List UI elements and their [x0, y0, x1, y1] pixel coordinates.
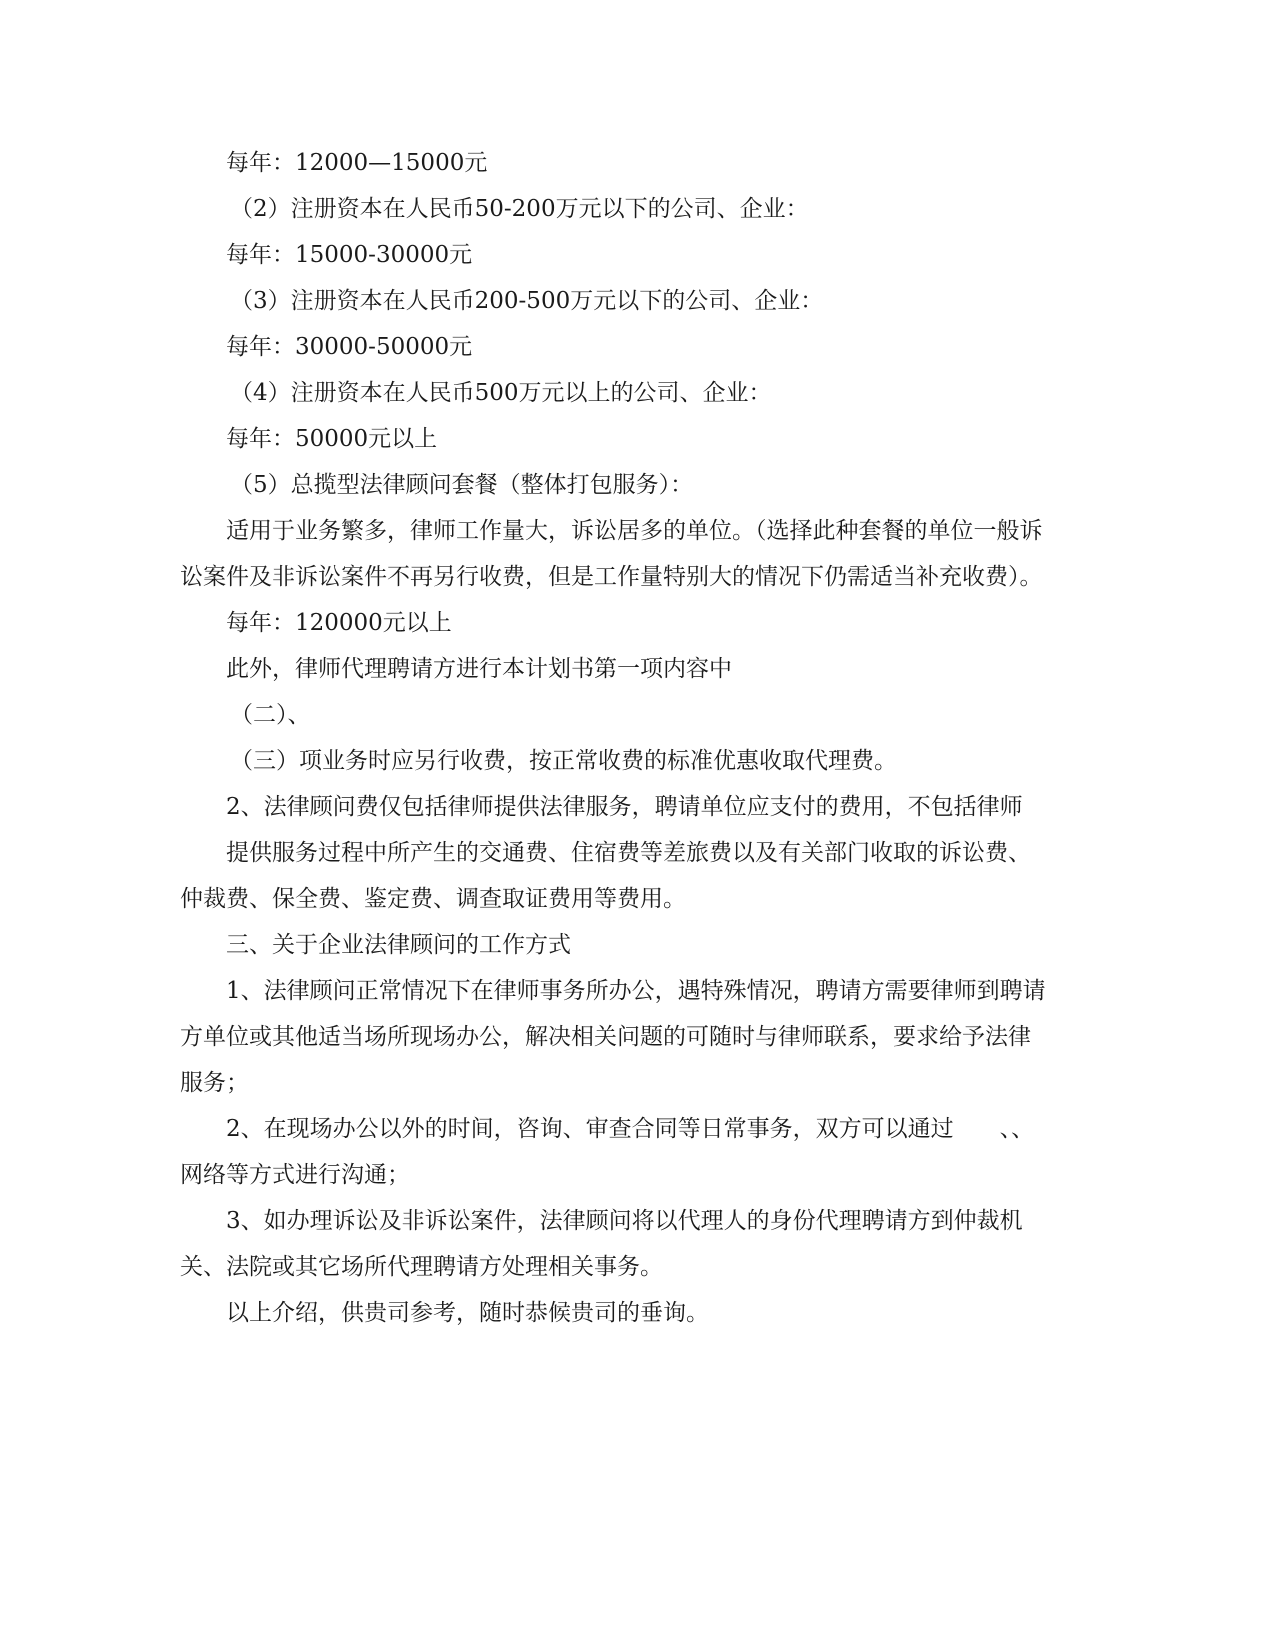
paragraph-closing: 以上介绍，供贵司参考，随时恭候贵司的垂询。: [226, 1300, 709, 1326]
paragraph-fee-tier-1-amount: 每年：12000—15000元: [226, 150, 488, 176]
paragraph-additional-fees: 此外，律师代理聘请方进行本计划书第一项内容中: [226, 656, 732, 682]
paragraph-fee-tier-5-amount: 每年：120000元以上: [226, 610, 452, 636]
paragraph-fee-tier-4-amount: 每年：50000元以上: [226, 426, 438, 452]
paragraph-excluded-costs: 提供服务过程中所产生的交通费、住宿费等差旅费以及有关部门收取的诉讼费、仲裁费、保全费、鉴定费、调查取证费用等费用。: [180, 840, 1031, 912]
paragraph-item-three: （三）项业务时应另行收费，按正常收费的标准优惠收取代理费。: [230, 748, 897, 774]
section-heading-working-method: 三、关于企业法律顾问的工作方式: [226, 932, 571, 958]
paragraph-fee-tier-2-amount: 每年：15000-30000元: [226, 242, 473, 268]
paragraph-package-description: 适用于业务繁多，律师工作量大，诉讼居多的单位。（选择此种套餐的单位一般诉讼案件及非诉讼案件不再另行收费，但是工作量特别大的情况下仍需适当补充收费）。: [180, 518, 1043, 590]
paragraph-working-method-2: 2、在现场办公以外的时间，咨询、审查合同等日常事务，双方可以通过 、、网络等方式进行沟通；: [180, 1116, 1035, 1188]
paragraph-working-method-1: 1、法律顾问正常情况下在律师事务所办公，遇特殊情况，聘请方需要律师到聘请方单位或其他适当场所现场办公，解决相关问题的可随时与律师联系，要求给予法律服务；: [180, 978, 1046, 1096]
paragraph-fee-tier-5: （5）总揽型法律顾问套餐（整体打包服务）：: [230, 472, 694, 498]
paragraph-fee-tier-3: （3）注册资本在人民币200-500万元以下的公司、企业：: [230, 288, 824, 314]
paragraph-fee-tier-3-amount: 每年：30000-50000元: [226, 334, 473, 360]
paragraph-fee-tier-2: （2）注册资本在人民币50-200万元以下的公司、企业：: [230, 196, 809, 222]
paragraph-working-method-3: 3、如办理诉讼及非诉讼案件，法律顾问将以代理人的身份代理聘请方到仲裁机关、法院或其它场所代理聘请方处理相关事务。: [180, 1208, 1023, 1280]
paragraph-fee-scope: 2、法律顾问费仅包括律师提供法律服务，聘请单位应支付的费用，不包括律师: [226, 794, 1023, 820]
paragraph-fee-tier-4: （4）注册资本在人民币500万元以上的公司、企业：: [230, 380, 772, 406]
document-body: [180, 140, 1050, 1336]
paragraph-item-two: （二）、: [230, 702, 311, 728]
